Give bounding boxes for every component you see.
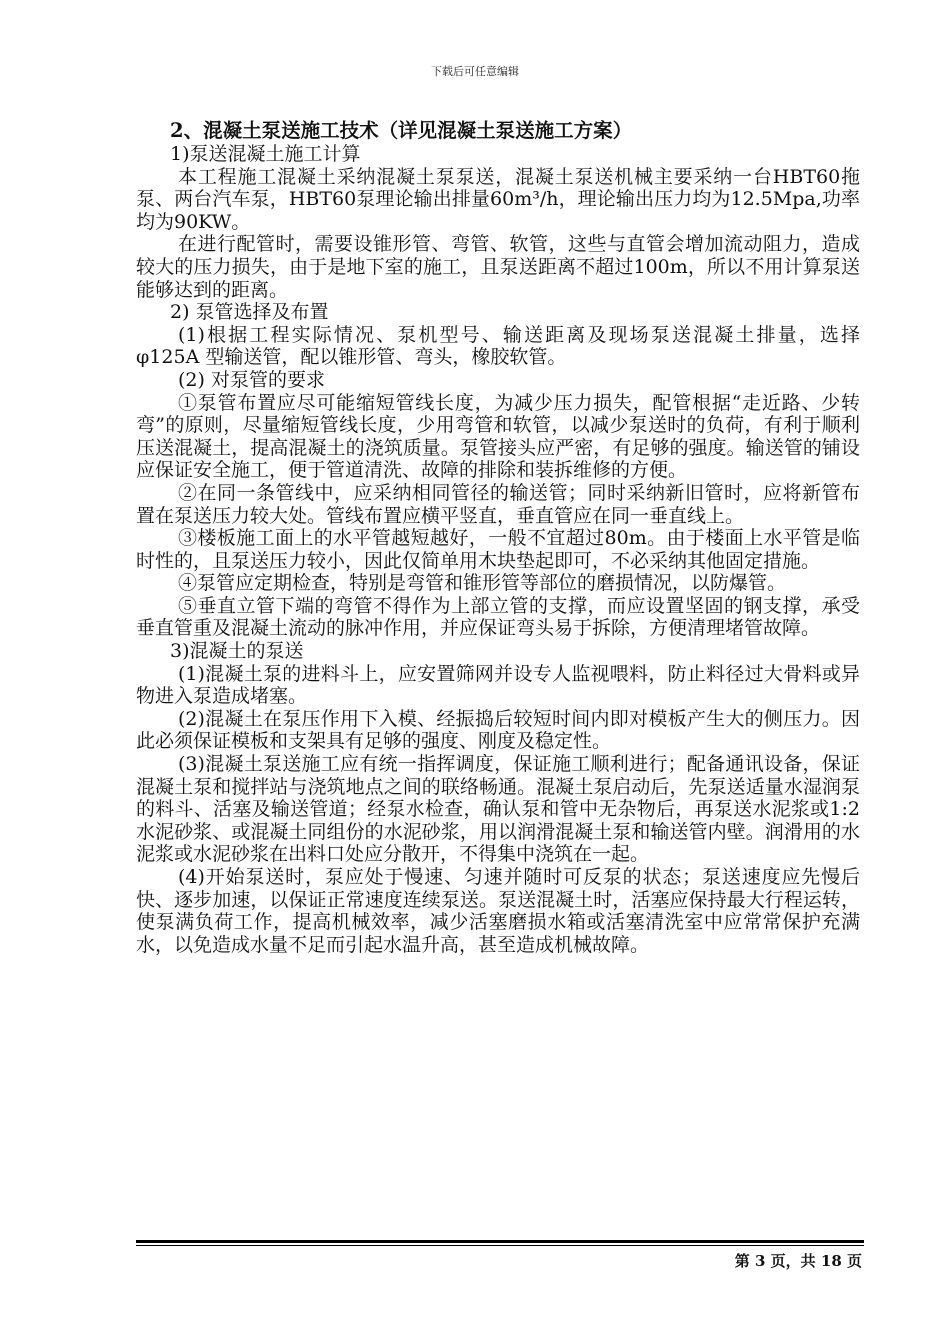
- footer-divider: [136, 1240, 864, 1243]
- page-number: 第 3 页，共 18 页: [734, 1252, 862, 1270]
- paragraph-12: (3)混凝土泵送施工应有统一指挥调度，保证施工顺利进行；配备通讯设备，保证混凝土泵和搅拌站与浇筑地点之间的联络畅通。混凝土泵启动后，先泵送适量水湿润泵的料斗、活塞及输送管道；经泵水检查，确认泵和管中无杂物后，再泵送水泥浆或1:2水泥砂浆、或混凝土同组份的水泥砂浆，用以润滑混凝土泵和输送管内壁。润滑用的水泥浆或水泥砂浆在出料口处应分散开，不得集中浇筑在一起。: [136, 753, 860, 866]
- paragraph-9: ⑤垂直立管下端的弯管不得作为上部立管的支撑，而应设置坚固的钢支撑，承受垂直管重及混凝土流动的脉冲作用，并应保证弯头易于拆除，方便清理堵管故障。: [136, 594, 860, 640]
- paragraph-6: ②在同一条管线中，应采纳相同管径的输送管；同时采纳新旧管时，应将新管布置在泵送压力较大处。管线布置应横平竖直，垂直管应在同一垂直线上。: [136, 481, 860, 527]
- header-note: 下载后可任意编辑: [431, 65, 519, 78]
- paragraph-4: (2) 对泵管的要求: [178, 368, 325, 391]
- document-body: [136, 118, 860, 956]
- paragraph-2: 在进行配管时，需要设锥形管、弯管、软管，这些与直管会增加流动阻力，造成较大的压力损失，由于是地下室的施工，且泵送距离不超过100m，所以不用计算泵送能够达到的距离。: [136, 233, 860, 301]
- subsection-title-1: 1)泵送混凝土施工计算: [170, 143, 361, 165]
- subsection-title-2: 2) 泵管选择及布置: [170, 301, 329, 324]
- paragraph-5: ①泵管布置应尽可能缩短管线长度，为减少压力损失，配管根据“走近路、少转弯”的原则，尽量缩短管线长度，少用弯管和软管，以减少泵送时的负荷，有利于顺利压送混凝土，提高混凝土的浇筑质量。泵管接头应严密，有足够的强度。输送管的铺设应保证安全施工，便于管道清洗、故障的排除和装拆维修的方便。: [136, 391, 860, 482]
- footer-divider-thin: [136, 1245, 864, 1246]
- paragraph-1: 本工程施工混凝土采纳混凝土泵泵送，混凝土泵送机械主要采纳一台HBT60拖泵、两台汽车泵，HBT60泵理论输出排量60m³/h，理论输出压力均为12.5Mpa,功率均为90KW。: [136, 165, 860, 233]
- paragraph-13: (4)开始泵送时，泵应处于慢速、匀速并随时可反泵的状态；泵送速度应先慢后快、逐步加速，以保证正常速度连续泵送。泵送混凝土时，活塞应保持最大行程运转，使泵满负荷工作，提高机械效率，减少活塞磨损水箱或活塞清洗室中应常常保护充满水，以免造成水量不足而引起水温升高，甚至造成机械故障。: [136, 866, 860, 956]
- subsection-title-3: 3)混凝土的泵送: [170, 640, 304, 663]
- paragraph-7: ③楼板施工面上的水平管越短越好，一般不宜超过80m。由于楼面上水平管是临时性的，且泵送压力较小，因此仅简单用木块垫起即可，不必采纳其他固定措施。: [136, 527, 860, 572]
- paragraph-8: ④泵管应定期检查，特别是弯管和锥形管等部位的磨损情况，以防爆管。: [178, 572, 787, 595]
- paragraph-11: (2)混凝土在泵压作用下入模、经振捣后较短时间内即对模板产生大的侧压力。因此必须保证模板和支架具有足够的强度、刚度及稳定性。: [136, 707, 860, 753]
- section-title: 2、混凝土泵送施工技术（详见混凝土泵送施工方案）: [170, 119, 633, 142]
- paragraph-3: (1)根据工程实际情况、泵机型号、输送距离及现场泵送混凝土排量，选择 φ125A 型输送管，配以锥形管、弯头，橡胶软管。: [136, 323, 860, 369]
- paragraph-10: (1)混凝土泵的进料斗上，应安置筛网并设专人监视喂料，防止料径过大骨料或异物进入泵造成堵塞。: [136, 662, 860, 708]
